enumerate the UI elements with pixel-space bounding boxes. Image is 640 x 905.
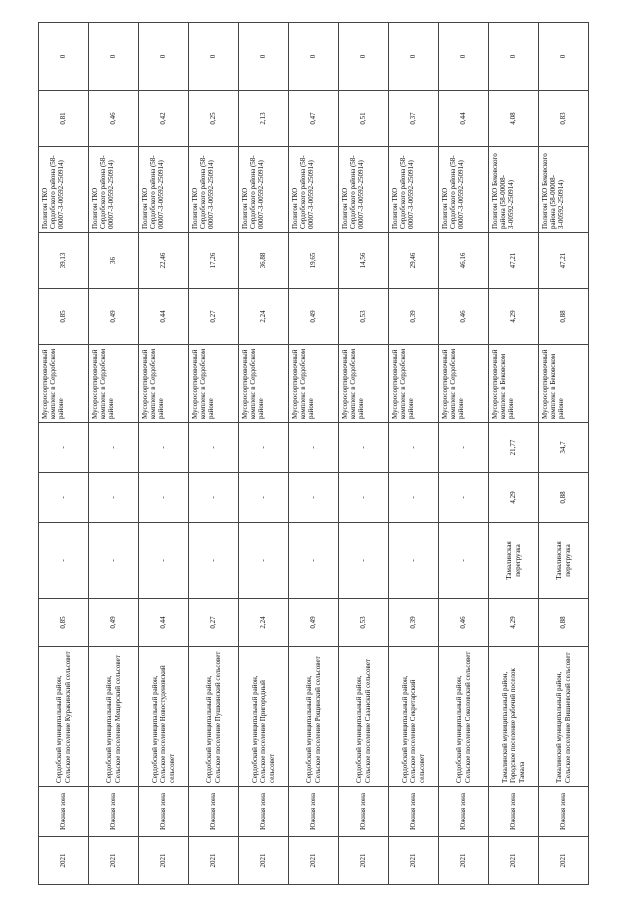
cell-municipality: Сердобский муниципальный район, Сельское поселение Секретарский сельсовет xyxy=(389,647,439,787)
cell-mass: 0,53 xyxy=(339,599,389,647)
cell-transit: Тамалинская перегрузка xyxy=(539,523,589,599)
cell-f-dist: 22,46 xyxy=(139,233,189,289)
table-row xyxy=(439,23,489,885)
cell-transit: - xyxy=(239,523,289,599)
cell-f-mass: 2,24 xyxy=(239,289,289,345)
cell-f-dist: 19,65 xyxy=(289,233,339,289)
cell-facility: Мусоросортировочный комплекс в Сердобском районе xyxy=(239,345,289,423)
cell-t-mass: - xyxy=(89,473,139,523)
cell-t-mass: - xyxy=(189,473,239,523)
cell-municipality: Сердобский муниципальный район, Сельское поселение Пригородный сельсовет xyxy=(239,647,289,787)
cell-f-mass: 0,53 xyxy=(339,289,389,345)
cell-facility: Мусоросортировочный комплекс в Сердобском районе xyxy=(339,345,389,423)
cell-l-mass: 0,51 xyxy=(339,91,389,147)
cell-municipality: Сердобский муниципальный район, Сельское поселение Пушкинский сельсовет xyxy=(189,647,239,787)
cell-landfill: Полигон ТКО Сердобского района (58-00007-З-00592-250914) xyxy=(239,147,289,233)
cell-f-mass: 0,27 xyxy=(189,289,239,345)
cell-t-dist: - xyxy=(89,423,139,473)
cell-last: 0 xyxy=(89,23,139,91)
cell-landfill: Полигон ТКО Сердобского района (58-00007-З-00592-250914) xyxy=(389,147,439,233)
cell-facility: Мусоросортировочный комплекс в Бековском районе xyxy=(489,345,539,423)
cell-last: 0 xyxy=(489,23,539,91)
cell-t-mass: - xyxy=(439,473,489,523)
cell-t-dist: - xyxy=(39,423,89,473)
cell-t-mass: - xyxy=(139,473,189,523)
table-row xyxy=(89,23,139,885)
cell-f-dist: 47,21 xyxy=(489,233,539,289)
cell-year: 2021 xyxy=(39,837,89,885)
cell-facility: Мусоросортировочный комплекс в Сердобском районе xyxy=(189,345,239,423)
table-row xyxy=(39,23,89,885)
cell-transit: Тамалинская перегрузка xyxy=(489,523,539,599)
table-row xyxy=(489,23,539,885)
cell-f-mass: 4,29 xyxy=(489,289,539,345)
cell-last: 0 xyxy=(389,23,439,91)
cell-zone: Южная зона xyxy=(439,787,489,837)
cell-zone: Южная зона xyxy=(339,787,389,837)
cell-mass: 0,49 xyxy=(289,599,339,647)
cell-f-dist: 36 xyxy=(89,233,139,289)
cell-t-mass: 4,29 xyxy=(489,473,539,523)
cell-t-dist: - xyxy=(289,423,339,473)
cell-landfill: Полигон ТКО Сердобского района (58-00007-З-00592-250914) xyxy=(289,147,339,233)
cell-zone: Южная зона xyxy=(389,787,439,837)
cell-l-mass: 0,37 xyxy=(389,91,439,147)
cell-landfill: Полигон ТКО Сердобского района (58-00007-З-00592-250914) xyxy=(39,147,89,233)
cell-last: 0 xyxy=(239,23,289,91)
cell-municipality: Сердобский муниципальный район, Сельское поселение Мещерский сельсовет xyxy=(89,647,139,787)
cell-f-mass: 0,49 xyxy=(289,289,339,345)
cell-last: 0 xyxy=(189,23,239,91)
cell-year: 2021 xyxy=(289,837,339,885)
cell-f-dist: 29,46 xyxy=(389,233,439,289)
cell-f-dist: 17,26 xyxy=(189,233,239,289)
cell-year: 2021 xyxy=(239,837,289,885)
cell-year: 2021 xyxy=(189,837,239,885)
cell-mass: 0,88 xyxy=(539,599,589,647)
cell-t-dist: - xyxy=(139,423,189,473)
cell-l-mass: 0,83 xyxy=(539,91,589,147)
cell-t-mass: - xyxy=(339,473,389,523)
cell-f-mass: 0,44 xyxy=(139,289,189,345)
cell-zone: Южная зона xyxy=(489,787,539,837)
cell-municipality: Сердобский муниципальный район, Сельское поселение Куракинский сельсовет xyxy=(39,647,89,787)
table-row xyxy=(539,23,589,885)
cell-landfill: Полигон ТКО Сердобского района (58-00007-З-00592-250914) xyxy=(89,147,139,233)
cell-mass: 0,27 xyxy=(189,599,239,647)
cell-t-dist: 21,77 xyxy=(489,423,539,473)
cell-facility: Мусоросортировочный комплекс в Сердобском районе xyxy=(289,345,339,423)
cell-mass: 4,29 xyxy=(489,599,539,647)
cell-l-mass: 0,46 xyxy=(89,91,139,147)
cell-transit: - xyxy=(439,523,489,599)
table-row xyxy=(339,23,389,885)
cell-mass: 0,49 xyxy=(89,599,139,647)
cell-last: 0 xyxy=(439,23,489,91)
cell-zone: Южная зона xyxy=(89,787,139,837)
cell-municipality: Сердобский муниципальный район, Сельское поселение Рощинский сельсовет xyxy=(289,647,339,787)
cell-landfill: Полигон ТКО Сердобского района (58-00007-З-00592-250914) xyxy=(439,147,489,233)
cell-year: 2021 xyxy=(89,837,139,885)
cell-l-mass: 2,13 xyxy=(239,91,289,147)
cell-last: 0 xyxy=(539,23,589,91)
cell-t-dist: - xyxy=(439,423,489,473)
cell-zone: Южная зона xyxy=(539,787,589,837)
cell-mass: 0,44 xyxy=(139,599,189,647)
cell-last: 0 xyxy=(139,23,189,91)
cell-facility: Мусоросортировочный комплекс в Бековском районе xyxy=(539,345,589,423)
cell-l-mass: 0,44 xyxy=(439,91,489,147)
cell-mass: 0,39 xyxy=(389,599,439,647)
cell-facility: Мусоросортировочный комплекс в Сердобском районе xyxy=(89,345,139,423)
cell-zone: Южная зона xyxy=(139,787,189,837)
cell-year: 2021 xyxy=(389,837,439,885)
cell-l-mass: 4,08 xyxy=(489,91,539,147)
table-body xyxy=(39,23,589,885)
cell-municipality: Тамалинский муниципальный район, Городское поселение рабочий поселок Тамала xyxy=(489,647,539,787)
cell-facility: Мусоросортировочный комплекс в Сердобском районе xyxy=(389,345,439,423)
cell-l-mass: 0,25 xyxy=(189,91,239,147)
cell-landfill: Полигон ТКО Сердобского района (58-00007-З-00592-250914) xyxy=(139,147,189,233)
cell-zone: Южная зона xyxy=(289,787,339,837)
cell-f-dist: 46,16 xyxy=(439,233,489,289)
cell-f-mass: 0,85 xyxy=(39,289,89,345)
cell-transit: - xyxy=(139,523,189,599)
cell-l-mass: 0,47 xyxy=(289,91,339,147)
cell-year: 2021 xyxy=(539,837,589,885)
cell-t-mass: - xyxy=(39,473,89,523)
cell-transit: - xyxy=(289,523,339,599)
cell-l-mass: 0,42 xyxy=(139,91,189,147)
cell-t-dist: - xyxy=(189,423,239,473)
cell-year: 2021 xyxy=(139,837,189,885)
cell-municipality: Сердобский муниципальный район, Сельское поселение Новостуденовский сельсовет xyxy=(139,647,189,787)
cell-transit: - xyxy=(39,523,89,599)
cell-year: 2021 xyxy=(439,837,489,885)
cell-t-mass: - xyxy=(389,473,439,523)
cell-municipality: Сердобский муниципальный район, Сельское поселение Соколовский сельсовет xyxy=(439,647,489,787)
cell-mass: 0,85 xyxy=(39,599,89,647)
cell-f-dist: 47,21 xyxy=(539,233,589,289)
cell-last: 0 xyxy=(289,23,339,91)
cell-year: 2021 xyxy=(339,837,389,885)
cell-zone: Южная зона xyxy=(239,787,289,837)
table-row xyxy=(389,23,439,885)
table-row xyxy=(239,23,289,885)
table-row xyxy=(289,23,339,885)
cell-t-dist: - xyxy=(389,423,439,473)
cell-last: 0 xyxy=(339,23,389,91)
cell-l-mass: 0,81 xyxy=(39,91,89,147)
cell-f-mass: 0,49 xyxy=(89,289,139,345)
cell-zone: Южная зона xyxy=(189,787,239,837)
cell-landfill: Полигон ТКО Бековского района (58-00008-З-00592-250914) xyxy=(489,147,539,233)
cell-landfill: Полигон ТКО Сердобского района (58-00007-З-00592-250914) xyxy=(339,147,389,233)
cell-t-dist: 34,7 xyxy=(539,423,589,473)
cell-f-mass: 0,39 xyxy=(389,289,439,345)
waste-flow-table xyxy=(38,22,589,885)
cell-transit: - xyxy=(89,523,139,599)
cell-facility: Мусоросортировочный комплекс в Сердобском районе xyxy=(439,345,489,423)
cell-mass: 2,24 xyxy=(239,599,289,647)
cell-landfill: Полигон ТКО Бековского района (58-00008-З-00592-250914) xyxy=(539,147,589,233)
cell-f-dist: 36,88 xyxy=(239,233,289,289)
table-row xyxy=(139,23,189,885)
cell-f-mass: 0,46 xyxy=(439,289,489,345)
cell-mass: 0,46 xyxy=(439,599,489,647)
cell-facility: Мусоросортировочный комплекс в Сердобском районе xyxy=(39,345,89,423)
cell-transit: - xyxy=(389,523,439,599)
cell-zone: Южная зона xyxy=(39,787,89,837)
cell-f-dist: 14,56 xyxy=(339,233,389,289)
cell-t-mass: - xyxy=(289,473,339,523)
cell-f-mass: 0,88 xyxy=(539,289,589,345)
cell-facility: Мусоросортировочный комплекс в Сердобском районе xyxy=(139,345,189,423)
cell-f-dist: 39,13 xyxy=(39,233,89,289)
cell-transit: - xyxy=(189,523,239,599)
cell-last: 0 xyxy=(39,23,89,91)
cell-t-mass: 0,88 xyxy=(539,473,589,523)
cell-t-dist: - xyxy=(239,423,289,473)
cell-landfill: Полигон ТКО Сердобского района (58-00007-З-00592-250914) xyxy=(189,147,239,233)
table-row xyxy=(189,23,239,885)
cell-year: 2021 xyxy=(489,837,539,885)
cell-municipality: Тамалинский муниципальный район, Сельское поселение Вишневский сельсовет xyxy=(539,647,589,787)
cell-municipality: Сердобский муниципальный район, Сельское поселение Сазанский сельсовет xyxy=(339,647,389,787)
cell-transit: - xyxy=(339,523,389,599)
cell-t-dist: - xyxy=(339,423,389,473)
cell-t-mass: - xyxy=(239,473,289,523)
